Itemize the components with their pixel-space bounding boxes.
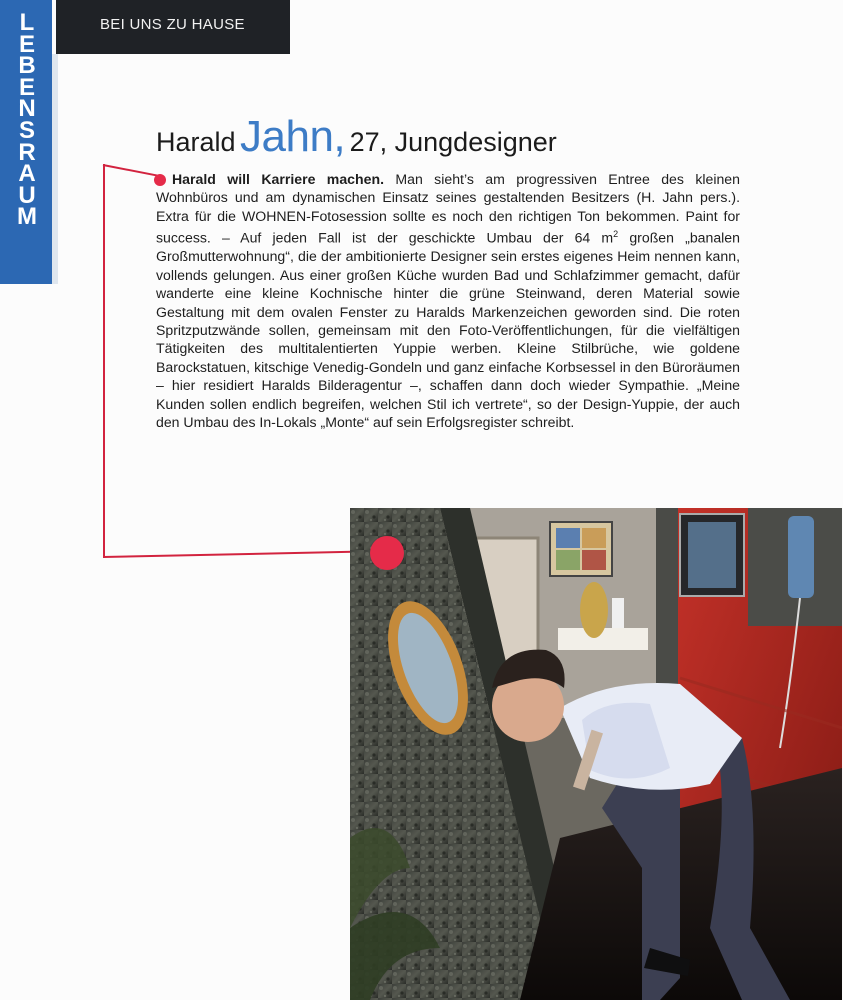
connector-line-vertical: [103, 164, 105, 558]
side-letter: E: [18, 30, 35, 58]
side-letter: S: [18, 116, 35, 144]
photo-illustration: [350, 508, 842, 1000]
article-lead: Harald will Karriere machen.: [172, 171, 384, 187]
side-tab-word: [10, 9, 44, 231]
side-letter: M: [17, 203, 37, 231]
connector-line-bottom: [103, 550, 387, 558]
article-body: [156, 170, 740, 431]
headline-name: Harald: [156, 127, 236, 157]
article-headline: [156, 112, 756, 162]
article-body-part2: großen „banalen Großmutterwohnung“, die der ambitionierte Designer sein erstes eigenes Heim nennen kann, vollends gelungen. Aus einer großen Küche wurden Bad und Schlafzimmer gemacht, dafür wanderte eine kleine Kochnische hinter die grüne Steinwand, deren Material sowie Gestaltung mit dem ovalen Fenster zu Haralds Markenzeichen geworden sind. Die roten Spritzputzwände sollen, gemeinsam mit den Foto-Veröffentlichungen, für die vielfältigen Tätigkeiten des multitalentierten Yuppie werben. Kleine Stilbrüche, wie goldene Barockstatuen, kitschige Venedig-Gondeln und ganz einfache Korbsessel in den Büroräumen – hier residiert Haralds Bilderagentur –, schaffen dann doch wieder Sympathie. „Meine Kunden sollen endlich begreifen, welchen Stil ich vertrete“, so der Design-Yuppie, der auch den Umbau des In-Lokals „Monte“ auf sein Erfolgsregister schreibt.: [156, 229, 740, 430]
side-letter: B: [18, 52, 36, 80]
side-letter: E: [18, 73, 35, 101]
connector-line-top: [103, 164, 160, 177]
photo-accent-dot: [370, 536, 404, 570]
article-photo: [350, 508, 842, 1000]
headline-surname: Jahn,: [240, 112, 346, 161]
side-letter: N: [18, 95, 36, 123]
section-header: BEI UNS ZU HAUSE: [56, 0, 290, 54]
side-letter: U: [18, 181, 36, 209]
side-letter: R: [18, 138, 36, 166]
side-letter: A: [18, 160, 36, 188]
section-side-tab: [0, 0, 52, 284]
side-strip: [52, 54, 58, 284]
side-letter: L: [19, 9, 35, 36]
article-body-part1: Man sieht’s am progressiven Entree des kleinen Wohnbüros und am dynamischen Einsatz seines gestaltenden Besitzers (H. Jahn pers.). Extra für die WOHNEN-Fotosession sollte es noch den richtigen Ton bekommen. Paint for success. – Auf jeden Fall ist der geschickte Umbau der 64 m: [156, 171, 740, 246]
headline-age-role: 27, Jungdesigner: [349, 127, 557, 157]
superscript-two: 2: [613, 229, 619, 240]
